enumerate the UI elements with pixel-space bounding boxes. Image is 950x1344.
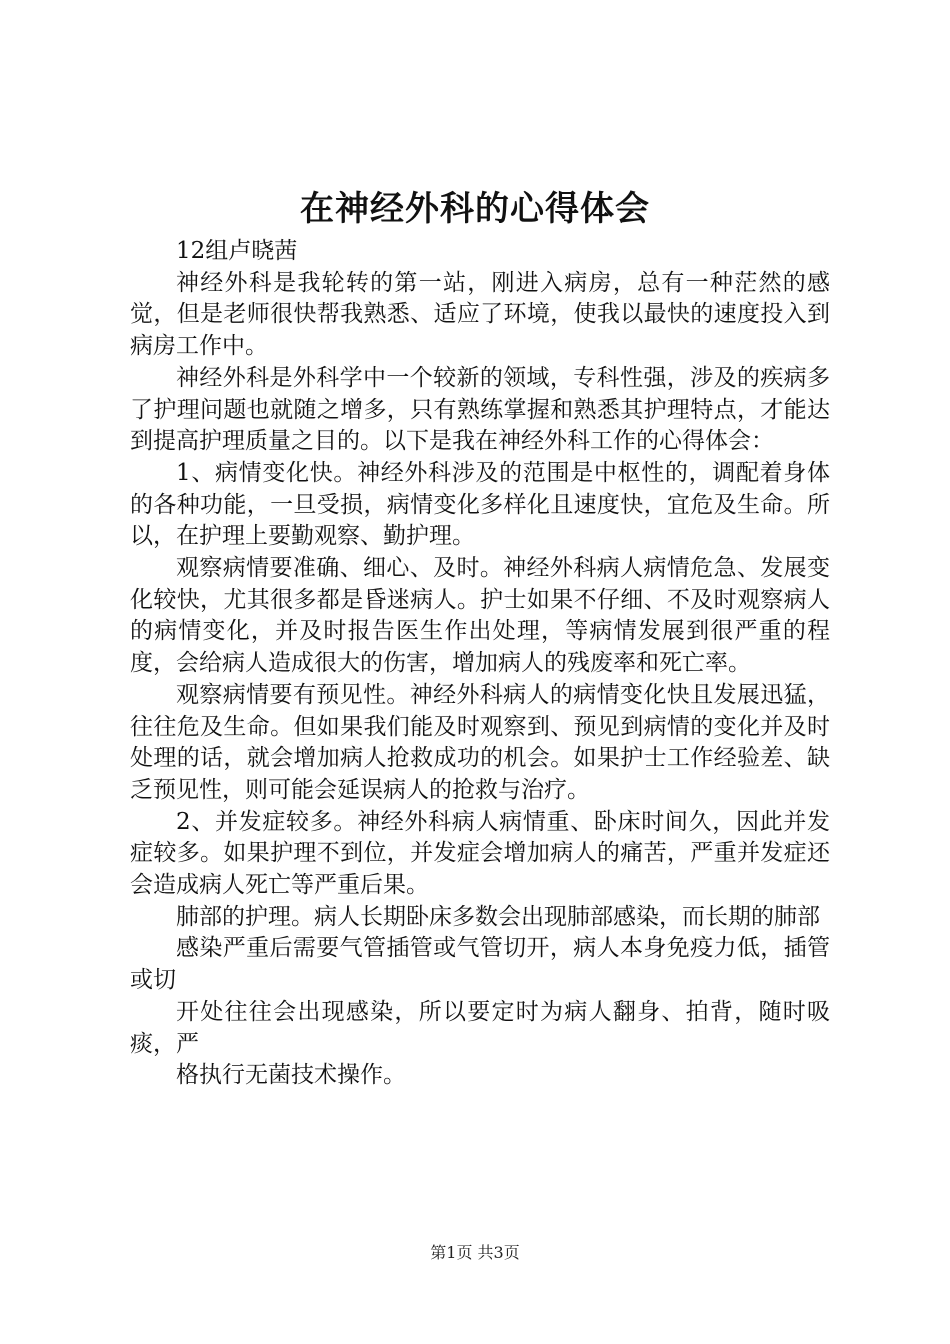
paragraph-observation-foresight: 观察病情要有预见性。神经外科病人的病情变化快且发展迅猛，往往危及生命。但如果我们能及时观察到、预见到病情的变化并及时处理的话，就会增加病人抢救成功的机会。如果护士工作经验差、缺乏预见性，则可能会延误病人的抢救与治疗。: [130, 681, 830, 803]
document-title: 在神经外科的心得体会: [300, 189, 650, 229]
paragraph-lung-care-1: 肺部的护理。病人长期卧床多数会出现肺部感染，而长期的肺部: [176, 903, 820, 930]
page-number-footer: 第1页 共3页: [430, 1243, 520, 1262]
paragraph-intro: 神经外科是我轮转的第一站，刚进入病房，总有一种茫然的感觉，但是老师很快帮我熟悉、适应了环境，使我以最快的速度投入到病房工作中。: [130, 269, 830, 360]
paragraph-overview: 神经外科是外科学中一个较新的领域，专科性强，涉及的疾病多了护理问题也就随之增多，只有熟练掌握和熟悉其护理特点，才能达到提高护理质量之目的。以下是我在神经外科工作的心得体会：: [130, 364, 830, 455]
paragraph-lung-care-4: 格执行无菌技术操作。: [176, 1062, 406, 1089]
paragraph-observation-accuracy: 观察病情要准确、细心、及时。神经外科病人病情危急、发展变化较快，尤其很多都是昏迷病人。护士如果不仔细、不及时观察病人的病情变化，并及时报告医生作出处理，等病情发展到很严重的程度，会给病人造成很大的伤害，增加病人的残废率和死亡率。: [130, 555, 830, 677]
paragraph-lung-care-2: 感染严重后需要气管插管或气管切开，病人本身免疫力低，插管或切: [130, 935, 830, 994]
document-body: [130, 236, 830, 1092]
paragraph-point-2: 2、并发症较多。神经外科病人病情重、卧床时间久，因此并发症较多。如果护理不到位，并发症会增加病人的痛苦，严重并发症还会造成病人死亡等严重后果。: [130, 808, 830, 899]
paragraph-lung-care-3: 开处往往会出现感染，所以要定时为病人翻身、拍背，随时吸痰，严: [130, 998, 830, 1057]
paragraph-point-1: 1、病情变化快。神经外科涉及的范围是中枢性的，调配着身体的各种功能，一旦受损，病情变化多样化且速度快，宜危及生命。所以，在护理上要勤观察、勤护理。: [130, 459, 830, 550]
author-line: 12组卢晓茜: [176, 238, 298, 264]
